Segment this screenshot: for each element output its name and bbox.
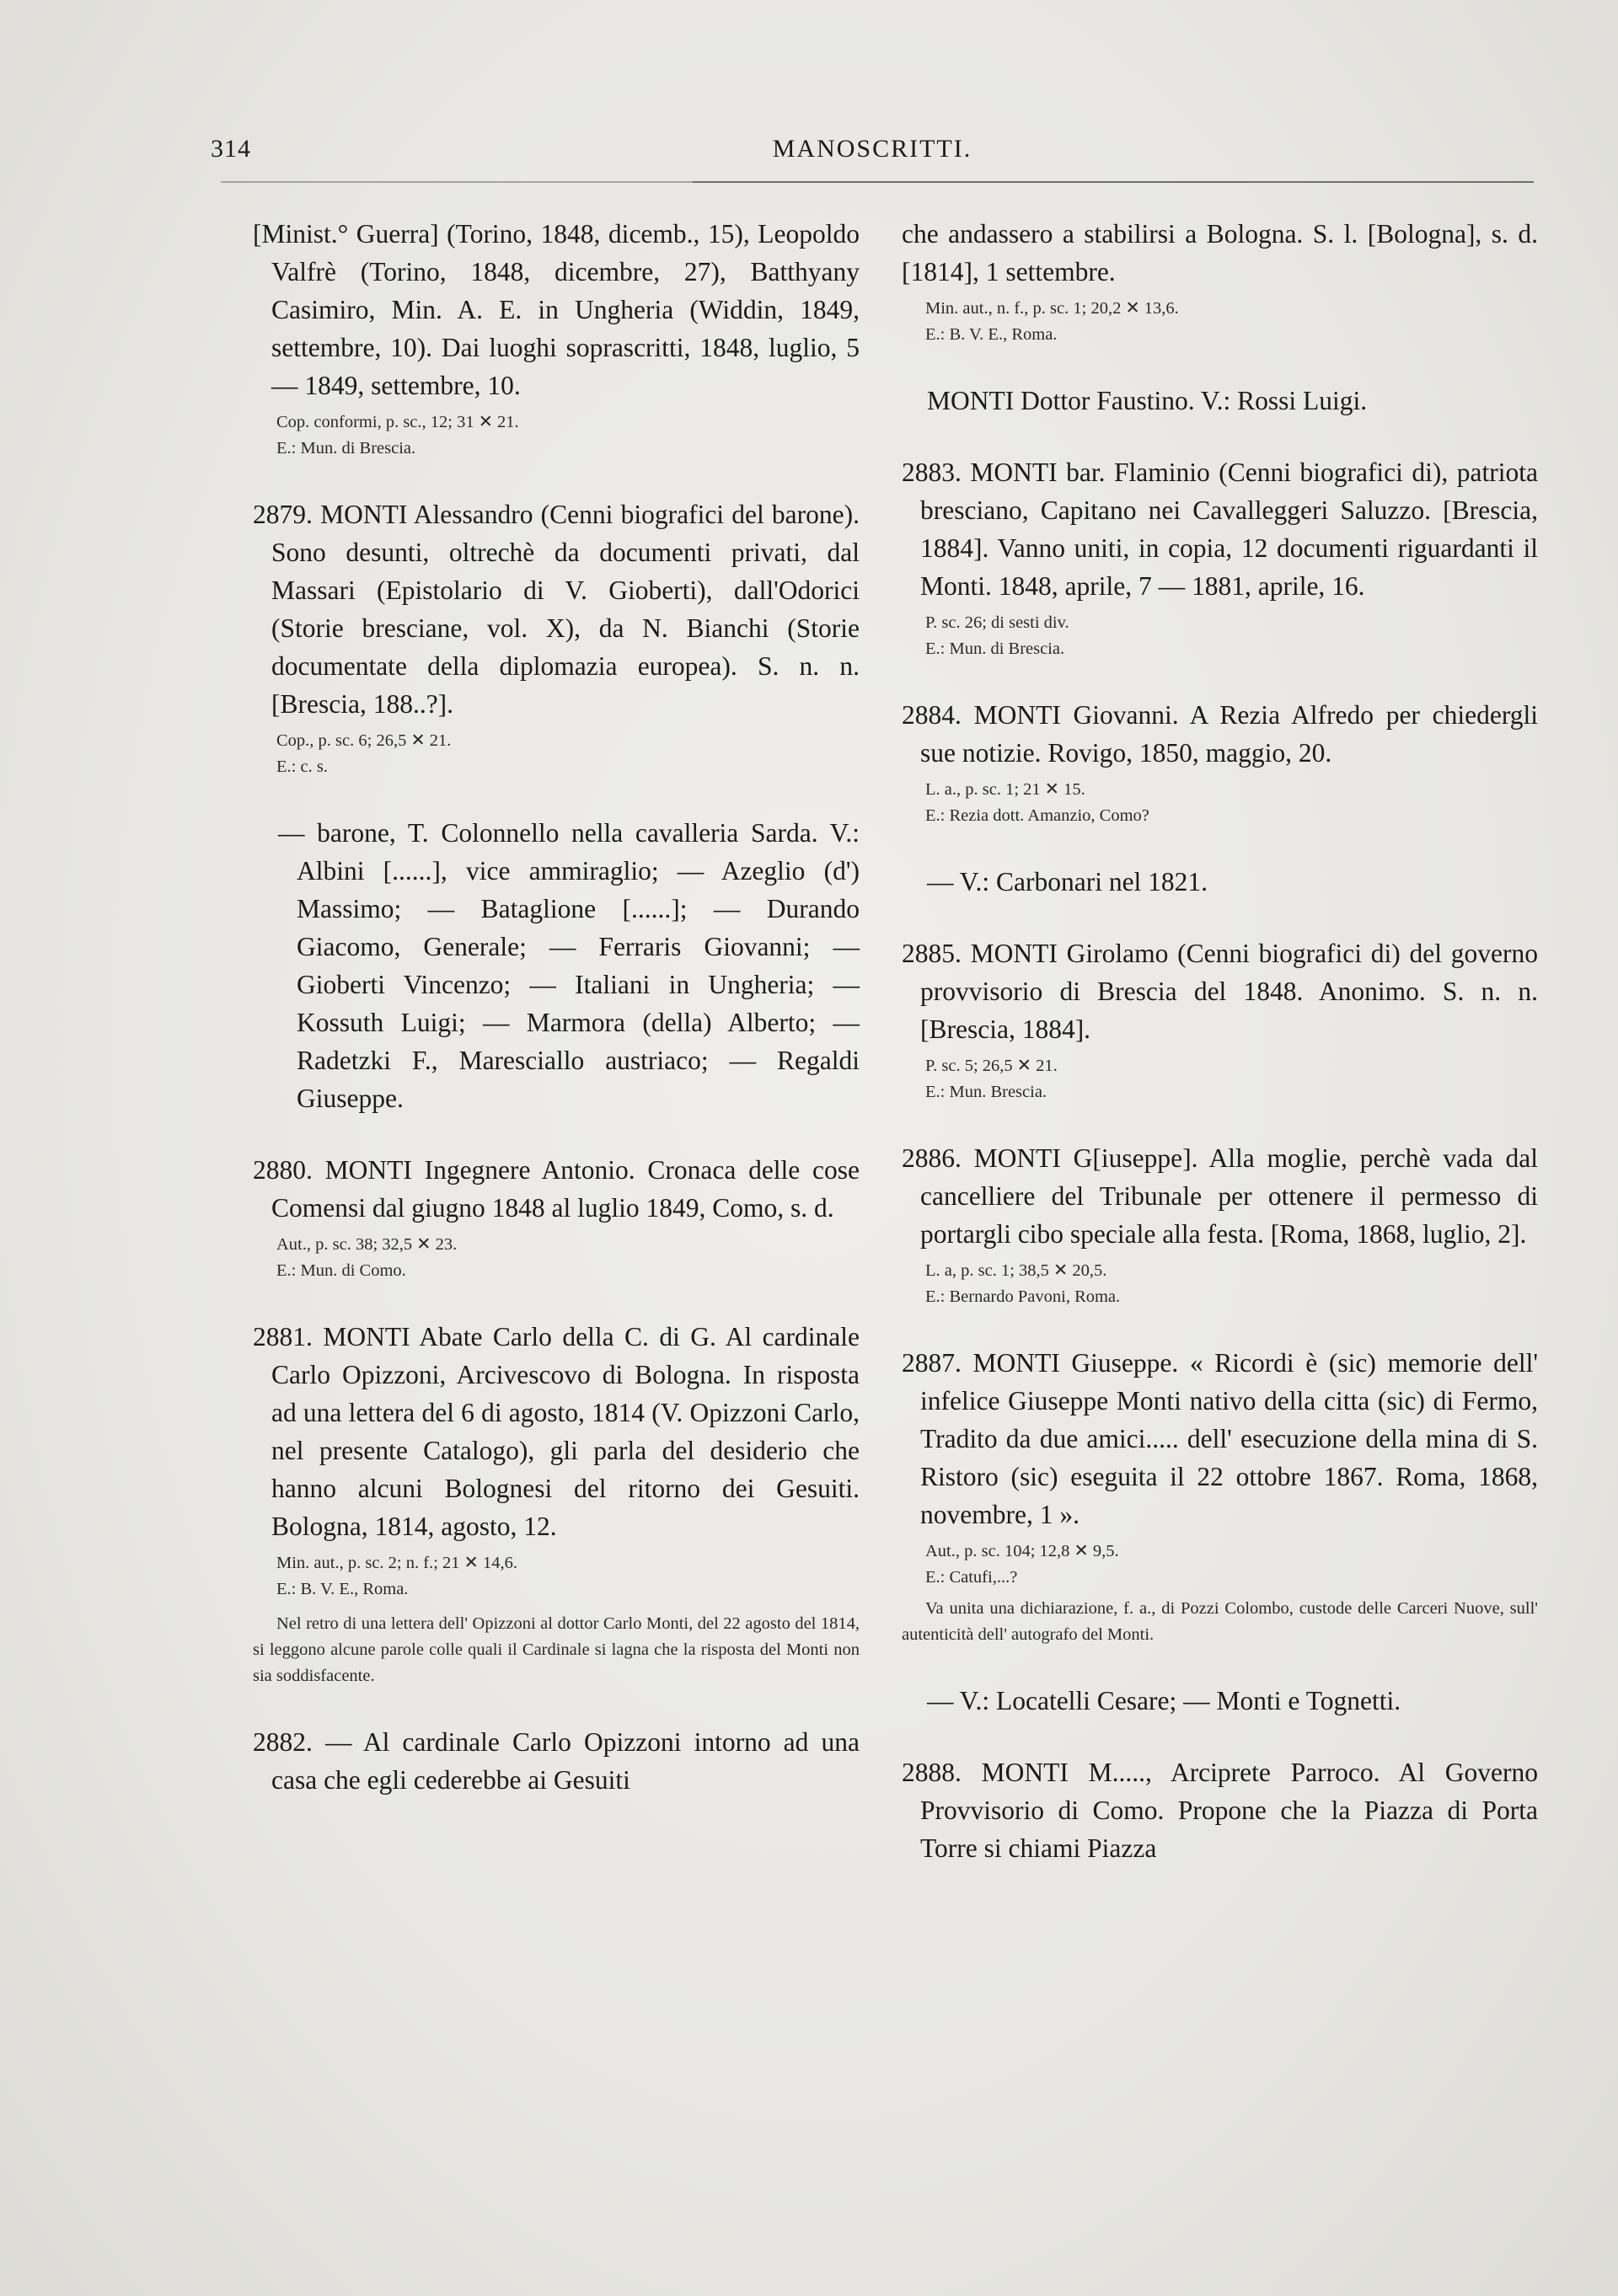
- entry-text: 2888. MONTI M....., Arciprete Parroco. Al Governo Provvisorio di Como. Propone che la Piazza di Porta Torre si chiami Piazza: [902, 1758, 1538, 1863]
- catalog-entry-continued: [253, 215, 860, 462]
- entry-text: 2885. MONTI Girolamo (Cenni biografici di) del governo provvisorio di Brescia del 1848. Anonimo. S. n. n. [Brescia, 1884].: [902, 939, 1538, 1044]
- entry-text: 2882. — Al cardinale Carlo Opizzoni intorno ad una casa che egli cederebbe ai Gesuiti: [253, 1727, 860, 1795]
- entry-note: E.: B. V. E., Roma.: [925, 325, 1058, 344]
- entry-text: [Minist.° Guerra] (Torino, 1848, dicemb., 15), Leopoldo Valfrè (Torino, 1848, dicembre, 27), Batthyany Casimiro, Min. A. E. in Ungheria (Widdin, 1849, settembre, 10). Dai luoghi soprascritti, 1848, luglio, 5 — 1849, settembre, 10.: [253, 219, 860, 400]
- catalog-crossref-faustino: [902, 382, 1538, 420]
- entry-note: E.: Mun. Brescia.: [925, 1083, 1047, 1101]
- entry-note: E.: Mun. di Brescia.: [276, 439, 416, 458]
- entry-text: — V.: Locatelli Cesare; — Monti e Tognetti.: [927, 1686, 1401, 1715]
- entry-text: che andassero a stabilirsi a Bologna. S. l. [Bologna], s. d. [1814], 1 settembre.: [902, 219, 1538, 286]
- catalog-entry-2886: [902, 1139, 1538, 1310]
- entry-note: P. sc. 5; 26,5 ✕ 21.: [925, 1057, 1058, 1075]
- catalog-entry-2880: [253, 1151, 860, 1284]
- entry-note: Aut., p. sc. 104; 12,8 ✕ 9,5.: [925, 1542, 1119, 1560]
- entry-remark: Nel retro di una lettera dell' Opizzoni al dottor Carlo Monti, del 22 agosto del 1814, si leggono alcune parole colle quali il Cardinale si lagna che la risposta del Monti non sia soddisfacente.: [253, 1614, 860, 1685]
- catalog-entry-2888: [902, 1753, 1538, 1867]
- entry-text: 2883. MONTI bar. Flaminio (Cenni biografici di), patriota bresciano, Capitano nei Cavalleggeri Saluzzo. [Brescia, 1884]. Vanno uniti, in copia, 12 documenti riguardanti il Monti. 1848, aprile, 7 — 1881, aprile, 16.: [902, 458, 1538, 601]
- right-column: [902, 215, 1538, 1901]
- catalog-entry-2882-continued: [902, 215, 1538, 348]
- entry-note: L. a., p. sc. 1; 21 ✕ 15.: [925, 780, 1085, 799]
- catalog-entry-2881: [253, 1318, 860, 1689]
- entry-note: P. sc. 26; di sesti div.: [925, 613, 1069, 632]
- catalog-entry-2887: [902, 1344, 1538, 1648]
- catalog-entry-2879: [253, 495, 860, 780]
- entry-remark: Va unita una dichiarazione, f. a., di Pozzi Colombo, custode delle Carceri Nuove, sull' autenticità dell' autografo del Monti.: [902, 1599, 1538, 1644]
- entry-text: 2880. MONTI Ingegnere Antonio. Cronaca delle cose Comensi dal giugno 1848 al luglio 1849, Como, s. d.: [253, 1155, 860, 1223]
- catalog-entry-2883: [902, 453, 1538, 662]
- left-column: [253, 215, 860, 1833]
- header-rule-right: [693, 181, 1534, 183]
- entry-text: MONTI Dottor Faustino. V.: Rossi Luigi.: [927, 386, 1368, 415]
- entry-text: 2886. MONTI G[iuseppe]. Alla moglie, perchè vada dal cancelliere del Tribunale per ottenere il permesso di portargli cibo speciale alla festa. [Roma, 1868, luglio, 2].: [902, 1143, 1538, 1249]
- entry-note: E.: Mun. di Brescia.: [925, 640, 1065, 658]
- entry-text: 2879. MONTI Alessandro (Cenni biografici del barone). Sono desunti, oltrechè da documenti privati, dal Massari (Epistolario di V. Gioberti), dall'Odorici (Storie bresciane, vol. X), da N. Bianchi (Storie documentate della diplomazia europea). S. n. n. [Brescia, 188..?].: [253, 500, 860, 719]
- catalog-entry-2885: [902, 934, 1538, 1105]
- entry-note: L. a, p. sc. 1; 38,5 ✕ 20,5.: [925, 1261, 1107, 1280]
- entry-text: — V.: Carbonari nel 1821.: [927, 867, 1208, 896]
- running-title: MANOSCRITTI.: [772, 135, 972, 163]
- entry-text: — barone, T. Colonnello nella cavalleria Sarda. V.: Albini [......], vice ammiraglio; — Azeglio (d') Massimo; — Bataglione [......]; — Durando Giacomo, Generale; — Ferraris Giovanni; — Gioberti Vincenzo; — Italiani in Ungheria; — Kossuth Luigi; — Marmora (della) Alberto; — Radetzki F., Maresciallo austriaco; — Regaldi Giuseppe.: [278, 818, 860, 1113]
- header-rule-left: [221, 181, 693, 183]
- catalog-entry-2882: [253, 1723, 860, 1799]
- catalog-crossref-carbonari: [902, 863, 1538, 901]
- entry-note: Cop., p. sc. 6; 26,5 ✕ 21.: [276, 731, 452, 750]
- entry-note: Cop. conformi, p. sc., 12; 31 ✕ 21.: [276, 413, 519, 431]
- page-number: 314: [211, 135, 251, 163]
- entry-note: E.: Catufi,...?: [925, 1568, 1018, 1587]
- entry-note: E.: Bernardo Pavoni, Roma.: [925, 1287, 1121, 1306]
- entry-note: Min. aut., p. sc. 2; n. f.; 21 ✕ 14,6.: [276, 1554, 517, 1572]
- entry-text: 2881. MONTI Abate Carlo della C. di G. Al cardinale Carlo Opizzoni, Arcivescovo di Bologna. In risposta ad una lettera del 6 di agosto, 1814 (V. Opizzoni Carlo, nel presente Catalogo), gli parla del desiderio che hanno alcuni Bolognesi del ritorno dei Gesuiti. Bologna, 1814, agosto, 12.: [253, 1322, 860, 1541]
- entry-text: 2884. MONTI Giovanni. A Rezia Alfredo per chiedergli sue notizie. Rovigo, 1850, maggio, 20.: [902, 700, 1538, 768]
- entry-note: E.: c. s.: [276, 757, 328, 776]
- entry-note: Min. aut., n. f., p. sc. 1; 20,2 ✕ 13,6.: [925, 299, 1179, 318]
- catalog-crossref-barone: [253, 814, 860, 1117]
- entry-note: E.: Mun. di Como.: [276, 1261, 406, 1280]
- page-header: [211, 135, 1534, 185]
- entry-note: Aut., p. sc. 38; 32,5 ✕ 23.: [276, 1235, 458, 1254]
- catalog-crossref-locatelli: [902, 1682, 1538, 1720]
- entry-note: E.: Rezia dott. Amanzio, Como?: [925, 806, 1149, 825]
- entry-note: E.: B. V. E., Roma.: [276, 1580, 409, 1598]
- entry-text: 2887. MONTI Giuseppe. « Ricordi è (sic) memorie dell' infelice Giuseppe Monti nativo della citta (sic) di Fermo, Tradito da due amici..... dell' esecuzione della mina di S. Ristoro (sic) eseguita il 22 ottobre 1867. Roma, 1868, novembre, 1 ».: [902, 1348, 1538, 1529]
- catalog-entry-2884: [902, 696, 1538, 829]
